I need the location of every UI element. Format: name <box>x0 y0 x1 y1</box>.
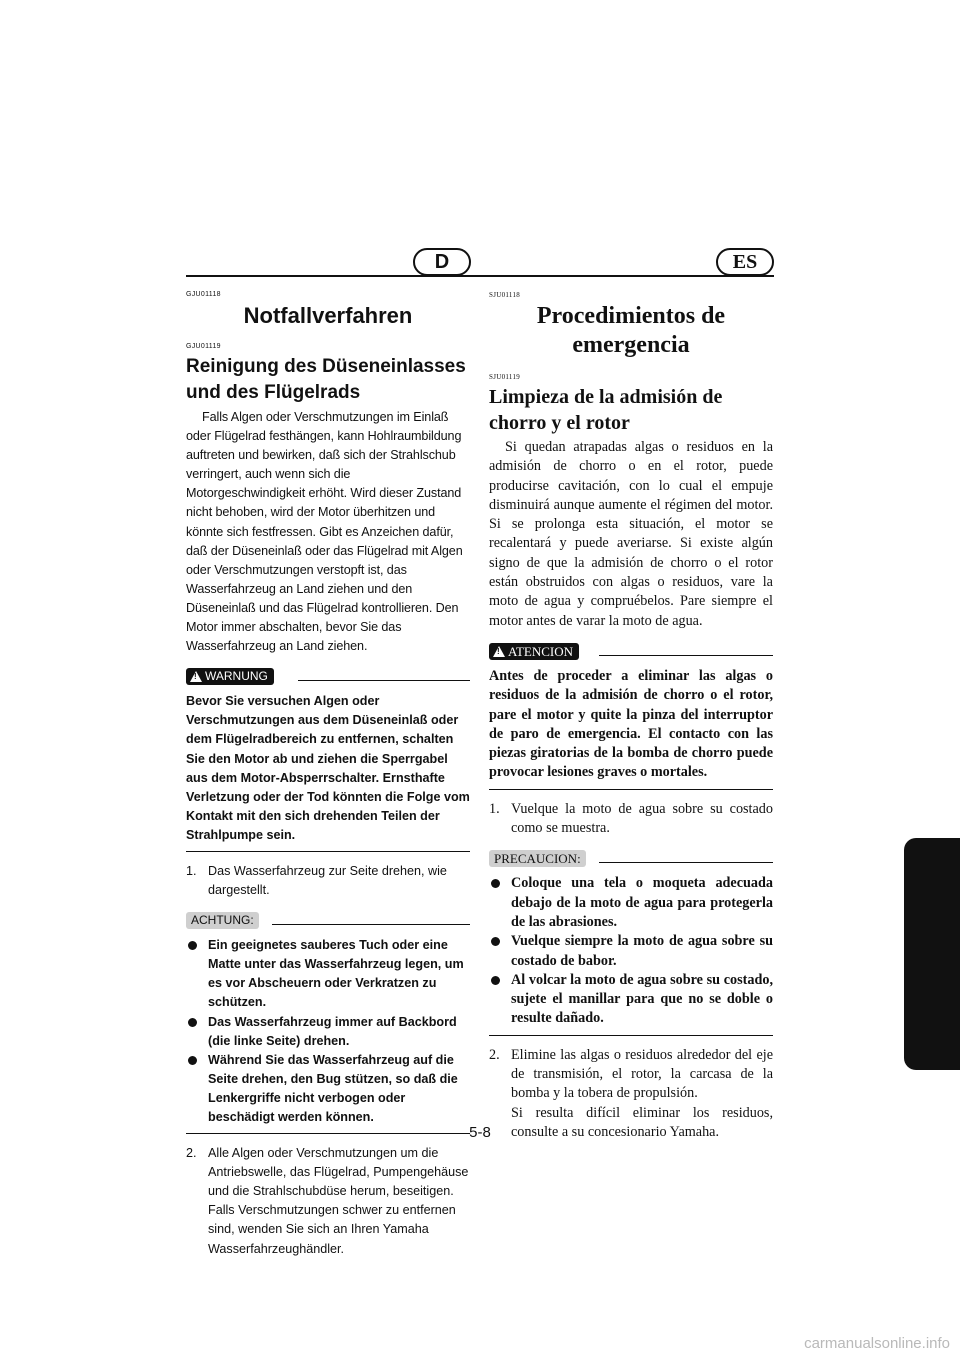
list-item: Ein geeignetes sauberes Tuch oder eine Matte unter das Wasserfahrzeug legen, um es vor Abscheuern oder Verkratzen zu schützen. <box>186 936 470 1012</box>
footer-watermark[interactable]: carmanualsonline.info <box>804 1335 950 1352</box>
step-text: Das Wasserfahrzeug zur Seite drehen, wie dargestellt. <box>208 863 447 898</box>
spanish-column <box>489 290 773 1146</box>
warning-triangle-icon <box>190 671 202 682</box>
warning-badge <box>186 668 274 685</box>
warning-label: ATENCION <box>508 643 573 659</box>
warning-end-rule <box>489 789 773 790</box>
step-text: Alle Algen oder Verschmutzungen um die Antriebswelle, das Flügelrad, Pumpengehäuse und die Strahlschubdüse herum, beseitigen. Falls Verschmutzungen schwer zu entfernen sind, wenden Sie sich an Ihren Yamaha Wasserfahrzeughändler. <box>208 1146 469 1256</box>
step-1 <box>186 862 470 900</box>
step-1 <box>489 800 773 839</box>
section-heading: Reinigung des Düseneinlasses und des Flügelrads <box>186 356 466 403</box>
bullet-icon <box>188 1018 197 1027</box>
warning-badge <box>489 643 579 660</box>
chapter-side-tab <box>904 838 960 1070</box>
warning-header <box>186 666 470 686</box>
warning-text: Antes de proceder a eliminar las algas o residuos de la admisión de chorro o el rotor, pare el motor y quite la pinza del interruptor de paro de emergencia. El contacto con las piezas giratorias de la bomba de chorro puede provocar lesiones graves o mortales. <box>489 667 773 781</box>
warning-label: WARNUNG <box>205 669 268 684</box>
caution-header <box>186 910 470 930</box>
step-text: Vuelque la moto de agua sobre su costado como se muestra. <box>511 800 773 837</box>
german-column <box>186 290 470 1263</box>
step-text: Elimine las algas o residuos alrededor del eje de transmisión, el rotor, la carcasa de la bomba y la tobera de propulsión. <box>511 1046 773 1102</box>
caution-label: PRECAUCION: <box>489 850 586 867</box>
warning-rule <box>298 680 470 681</box>
list-item: Das Wasserfahrzeug immer auf Backbord (die linke Seite) drehen. <box>186 1013 470 1051</box>
list-item: Al volcar la moto de agua sobre su costado, sujete el manillar para que no se doble o resulte dañado. <box>489 971 773 1029</box>
warning-end-rule <box>186 851 470 852</box>
bullet-icon <box>491 879 500 888</box>
bullet-icon <box>491 937 500 946</box>
list-item: Coloque una tela o moqueta adecuada debajo de la moto de agua para protegerla de las abrasiones. <box>489 874 773 932</box>
page-number: 5-8 <box>469 1124 491 1141</box>
header-rule <box>186 275 774 277</box>
bullet-icon <box>188 1056 197 1065</box>
caution-header <box>489 848 773 868</box>
list-item: Während Sie das Wasserfahrzeug auf die Seite drehen, den Bug stützen, so daß die Lenkergriffe nicht verbogen oder beschädigt werden können. <box>186 1051 470 1127</box>
list-item: Vuelque siempre la moto de agua sobre su costado de babor. <box>489 932 773 971</box>
page-title: Procedimientos de emergencia <box>536 303 726 358</box>
section-code: SJU01118 <box>489 291 521 299</box>
step-number: 1. <box>186 863 197 878</box>
section-heading: Limpieza de la admisión de chorro y el rotor <box>489 386 723 434</box>
warning-header <box>489 641 773 661</box>
bullet-icon <box>188 941 197 950</box>
step-text-note: Si resulta difícil eliminar los residuos, consulte a su concesionario Yamaha. <box>511 1104 773 1140</box>
step-number: 2. <box>186 1146 197 1161</box>
step-number: 1. <box>489 800 500 817</box>
caution-rule <box>599 862 773 863</box>
caution-label: ACHTUNG: <box>186 912 259 929</box>
language-tab-d: D <box>413 248 471 276</box>
subsection-code: SJU01119 <box>489 373 521 381</box>
step-number: 2. <box>489 1046 500 1063</box>
warning-triangle-icon <box>493 646 505 657</box>
intro-paragraph: Falls Algen oder Verschmutzungen im Einlaß oder Flügelrad festhängen, kann Hohlraumbildung auftreten und bewirken, daß sich der Strahlschub verringert, auch wenn sich die Motorgeschwindigkeit erhöht. Wird dieser Zustand nicht behoben, wird der Motor überhitzen und könnte sich festfressen. Gibt es Anzeichen dafür, daß der Düseneinlaß oder das Flügelrad mit Algen oder Verschmutzungen verstopft ist, das Wasserfahrzeug an Land ziehen und den Düseneinlaß und das Flügelrad kontrollieren. Den Motor immer abschalten, bevor Sie das Wasserfahrzeug an Land ziehen. <box>186 410 463 654</box>
step-2 <box>186 1144 470 1259</box>
caution-end-rule <box>489 1035 773 1036</box>
bullet-icon <box>491 976 500 985</box>
section-code: GJU01118 <box>186 291 221 298</box>
subsection-code: GJU01119 <box>186 343 221 350</box>
intro-paragraph: Si quedan atrapadas algas o residuos en la admisión de chorro o en el rotor, puede producirse cavitación, con lo cual el empuje disminuirá aunque aumente el régimen del motor. Si se prolonga esta situación, el motor se recalentará y puede averiarse. Si existe algún signo de que la admisión de chorro o el rotor están obstruidos con algas o residuos, vare la moto de agua y compruébelos. Pare siempre el motor antes de varar la moto de agua. <box>489 439 773 629</box>
caution-rule <box>272 924 470 925</box>
warning-text: Bevor Sie versuchen Algen oder Verschmutzungen aus dem Düseneinlaß oder dem Flügelradbereich zu entfernen, schalten Sie den Motor ab und ziehen die Sperrgabel aus dem Motor-Absperrschalter. Ernsthafte Verletzung oder der Tod könnten die Folge vom Kontakt mit den sich drehenden Teilen der Strahlpumpe sein. <box>186 694 470 842</box>
language-tab-es: ES <box>716 248 774 276</box>
warning-rule <box>599 655 773 656</box>
page-title: Notfallverfahren <box>243 303 413 328</box>
